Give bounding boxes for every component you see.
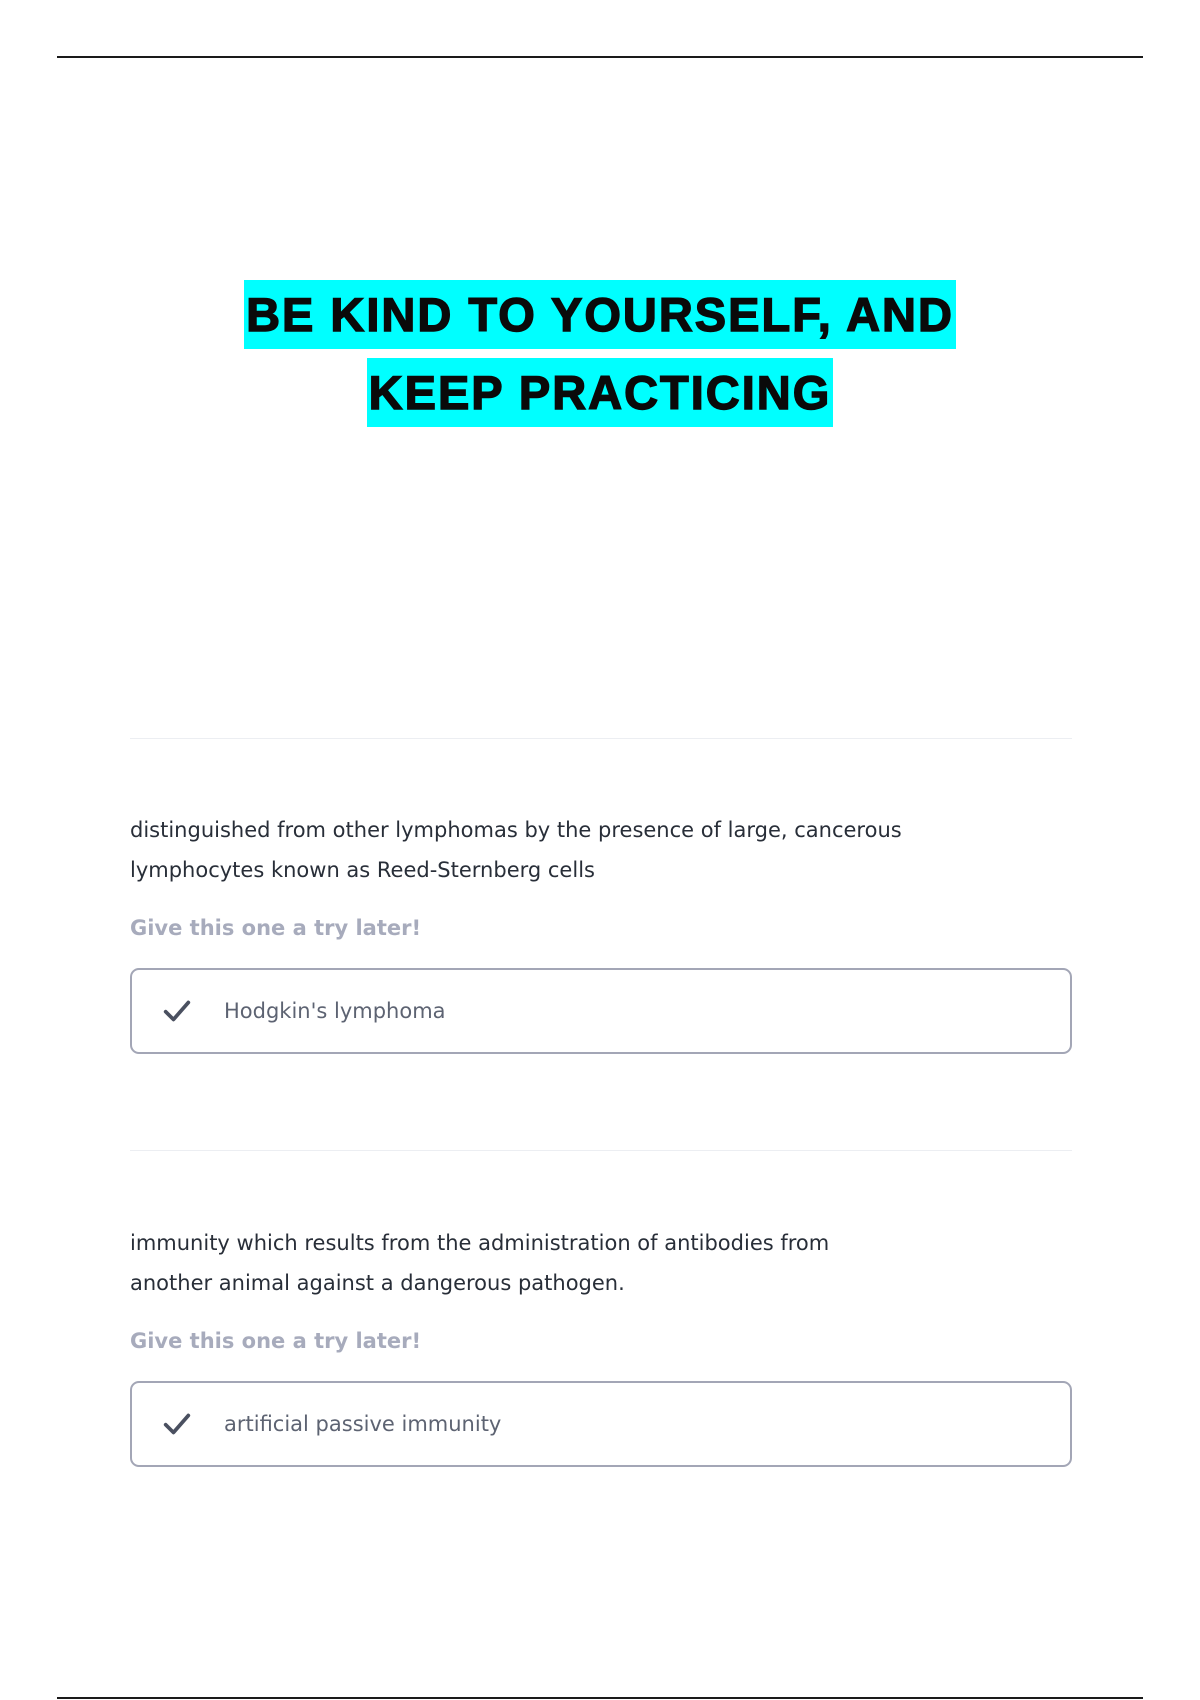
flashcard [130,810,1072,1054]
section-divider [130,738,1072,739]
question-text [130,1223,960,1303]
answer-text: artificial passive immunity [224,1412,502,1436]
section-divider [130,1150,1072,1151]
answer-option[interactable] [130,968,1072,1054]
motivation-banner [0,276,1200,432]
flashcard [130,1223,1072,1467]
check-icon [160,994,194,1028]
question-line: lymphocytes known as Reed-Sternberg cells [130,858,595,882]
answer-option[interactable] [130,1381,1072,1467]
try-later-hint: Give this one a try later! [130,1329,422,1353]
question-line: distinguished from other lymphomas by the presence of large, cancerous [130,818,902,842]
question-line: another animal against a dangerous pathogen. [130,1271,625,1295]
motivation-line-2: KEEP PRACTICING [367,358,834,427]
bottom-rule [57,1697,1143,1699]
top-rule [57,56,1143,58]
check-icon [160,1407,194,1441]
motivation-line-1: BE KIND TO YOURSELF, AND [244,280,956,349]
question-line: immunity which results from the administration of antibodies from [130,1231,830,1255]
question-text [130,810,960,890]
answer-text: Hodgkin's lymphoma [224,999,446,1023]
try-later-hint: Give this one a try later! [130,916,422,940]
